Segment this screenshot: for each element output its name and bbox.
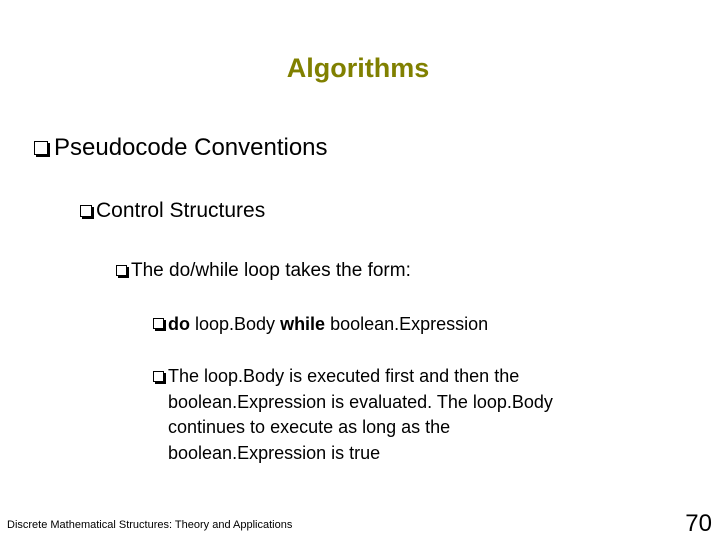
keyword-while: while — [280, 314, 326, 334]
explanation-line-1: The loop.Body is executed first and then the — [168, 366, 520, 386]
bullet-do-while-form — [116, 258, 411, 284]
page-number: 70 — [685, 510, 712, 537]
bullet-syntax — [153, 311, 488, 337]
bullet-text: Control Structures — [96, 199, 266, 222]
keyword-do: do — [168, 314, 190, 334]
slide-title: Algorithms — [286, 53, 430, 83]
explanation-paragraph — [168, 364, 638, 466]
syntax-body: loop.Body — [190, 314, 281, 334]
checkbox-icon — [153, 318, 164, 329]
checkbox-icon — [153, 371, 164, 382]
explanation-line-3: continues to execute as long as the — [168, 417, 451, 437]
bullet-text: Pseudocode Conventions — [54, 134, 328, 161]
footer-text: Discrete Mathematical Structures: Theory and Applications — [7, 519, 293, 531]
checkbox-icon — [116, 265, 127, 276]
checkbox-icon — [34, 141, 48, 155]
bullet-text: The do/while loop takes the form: — [131, 260, 411, 281]
bullet-pseudocode-conventions — [34, 133, 328, 163]
bullet-explanation — [153, 364, 638, 466]
checkbox-icon — [80, 205, 92, 217]
explanation-line-2: boolean.Expression is evaluated. The loop.Body — [168, 391, 553, 412]
explanation-line-4: boolean.Expression is true — [168, 442, 381, 463]
syntax-condition: boolean.Expression — [325, 314, 489, 334]
bullet-control-structures — [80, 197, 265, 225]
syntax-line — [168, 311, 488, 337]
